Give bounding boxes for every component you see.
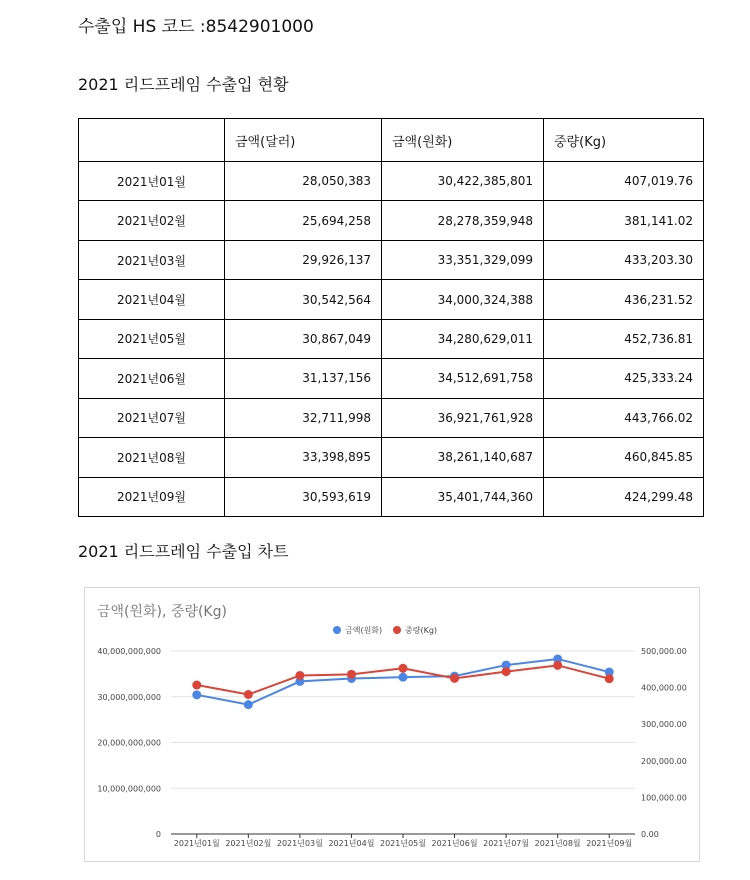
x-tick-label: 2021년01월 [173,839,220,848]
row-value-cell: 424,299.48 [544,477,704,517]
line-chart [85,588,699,861]
data-point [450,674,459,683]
data-point [502,667,511,676]
header-cell-weight: 중량(Kg) [544,119,704,162]
header-cell-period [79,119,225,162]
y-left-tick-label: 20,000,000,000 [97,738,161,748]
y-right-tick-label: 300,000.00 [641,720,687,730]
header-cell-usd: 금액(달러) [225,119,382,162]
row-value-cell: 38,261,140,687 [382,438,544,477]
y-right-tick-label: 100,000.00 [641,793,687,803]
row-value-cell: 33,398,895 [225,438,382,477]
data-point [399,664,408,673]
table-row [79,438,704,477]
row-value-cell: 30,542,564 [225,280,382,319]
row-period-cell: 2021년09월 [79,477,225,517]
y-right-tick-label: 200,000.00 [641,756,687,766]
row-value-cell: 443,766.02 [544,398,704,437]
trade-table [78,118,704,517]
y-left-tick-label: 10,000,000,000 [97,784,161,794]
row-period-cell: 2021년02월 [79,201,225,240]
data-point [347,670,356,679]
y-right-tick-label: 0.00 [641,830,659,839]
data-point [399,673,408,682]
row-value-cell: 30,593,619 [225,477,382,517]
row-value-cell: 36,921,761,928 [382,398,544,437]
row-value-cell: 433,203.30 [544,240,704,279]
row-value-cell: 425,333.24 [544,359,704,398]
x-tick-label: 2021년04월 [328,839,375,848]
table-row [79,201,704,240]
data-point [553,661,562,670]
y-right-tick-label: 400,000.00 [641,683,687,693]
x-tick-label: 2021년08월 [534,839,581,848]
row-value-cell: 33,351,329,099 [382,240,544,279]
y-left-tick-label: 0 [155,830,161,839]
legend-marker [393,626,401,634]
legend-marker [333,626,341,634]
table-row [79,240,704,279]
table-header-row [79,119,704,162]
row-value-cell: 34,000,324,388 [382,280,544,319]
chart-container [84,587,700,862]
row-period-cell: 2021년05월 [79,319,225,358]
header-cell-krw: 금액(원화) [382,119,544,162]
row-value-cell: 32,711,998 [225,398,382,437]
row-value-cell: 381,141.02 [544,201,704,240]
data-point [192,681,201,690]
row-value-cell: 31,137,156 [225,359,382,398]
row-value-cell: 30,422,385,801 [382,162,544,201]
chart-title: 금액(원화), 중량(Kg) [97,604,227,620]
row-value-cell: 29,926,137 [225,240,382,279]
table-row [79,477,704,517]
x-tick-label: 2021년06월 [431,839,478,848]
data-point [244,700,253,709]
row-period-cell: 2021년07월 [79,398,225,437]
x-tick-label: 2021년03월 [276,839,323,848]
row-value-cell: 407,019.76 [544,162,704,201]
row-value-cell: 460,845.85 [544,438,704,477]
data-point [295,671,304,680]
row-value-cell: 436,231.52 [544,280,704,319]
x-tick-label: 2021년09월 [586,839,633,848]
row-value-cell: 34,280,629,011 [382,319,544,358]
x-tick-label: 2021년05월 [380,839,426,848]
table-row [79,280,704,319]
x-tick-label: 2021년02월 [225,839,272,848]
chart-section-title: 2021 리드프레임 수출입 차트 [78,542,289,561]
row-value-cell: 25,694,258 [225,201,382,240]
table-row [79,398,704,437]
data-point [244,690,253,699]
row-value-cell: 28,050,383 [225,162,382,201]
row-value-cell: 452,736.81 [544,319,704,358]
row-value-cell: 28,278,359,948 [382,201,544,240]
row-period-cell: 2021년01월 [79,162,225,201]
y-left-tick-label: 30,000,000,000 [97,692,161,702]
data-point [605,674,614,683]
legend-label: 금액(원화) [345,626,383,635]
table-row [79,319,704,358]
row-period-cell: 2021년03월 [79,240,225,279]
row-value-cell: 30,867,049 [225,319,382,358]
x-tick-label: 2021년07월 [483,839,530,848]
y-left-tick-label: 40,000,000,000 [97,647,161,656]
row-period-cell: 2021년06월 [79,359,225,398]
y-right-tick-label: 500,000.00 [641,647,687,656]
row-period-cell: 2021년08월 [79,438,225,477]
table-row [79,162,704,201]
data-point [192,690,201,699]
hs-code-label: 수출입 HS 코드 :8542901000 [78,17,314,37]
legend-label: 중량(Kg) [405,626,438,635]
row-value-cell: 35,401,744,360 [382,477,544,517]
row-value-cell: 34,512,691,758 [382,359,544,398]
table-title: 2021 리드프레임 수출입 현황 [78,75,289,94]
table-row [79,359,704,398]
row-period-cell: 2021년04월 [79,280,225,319]
